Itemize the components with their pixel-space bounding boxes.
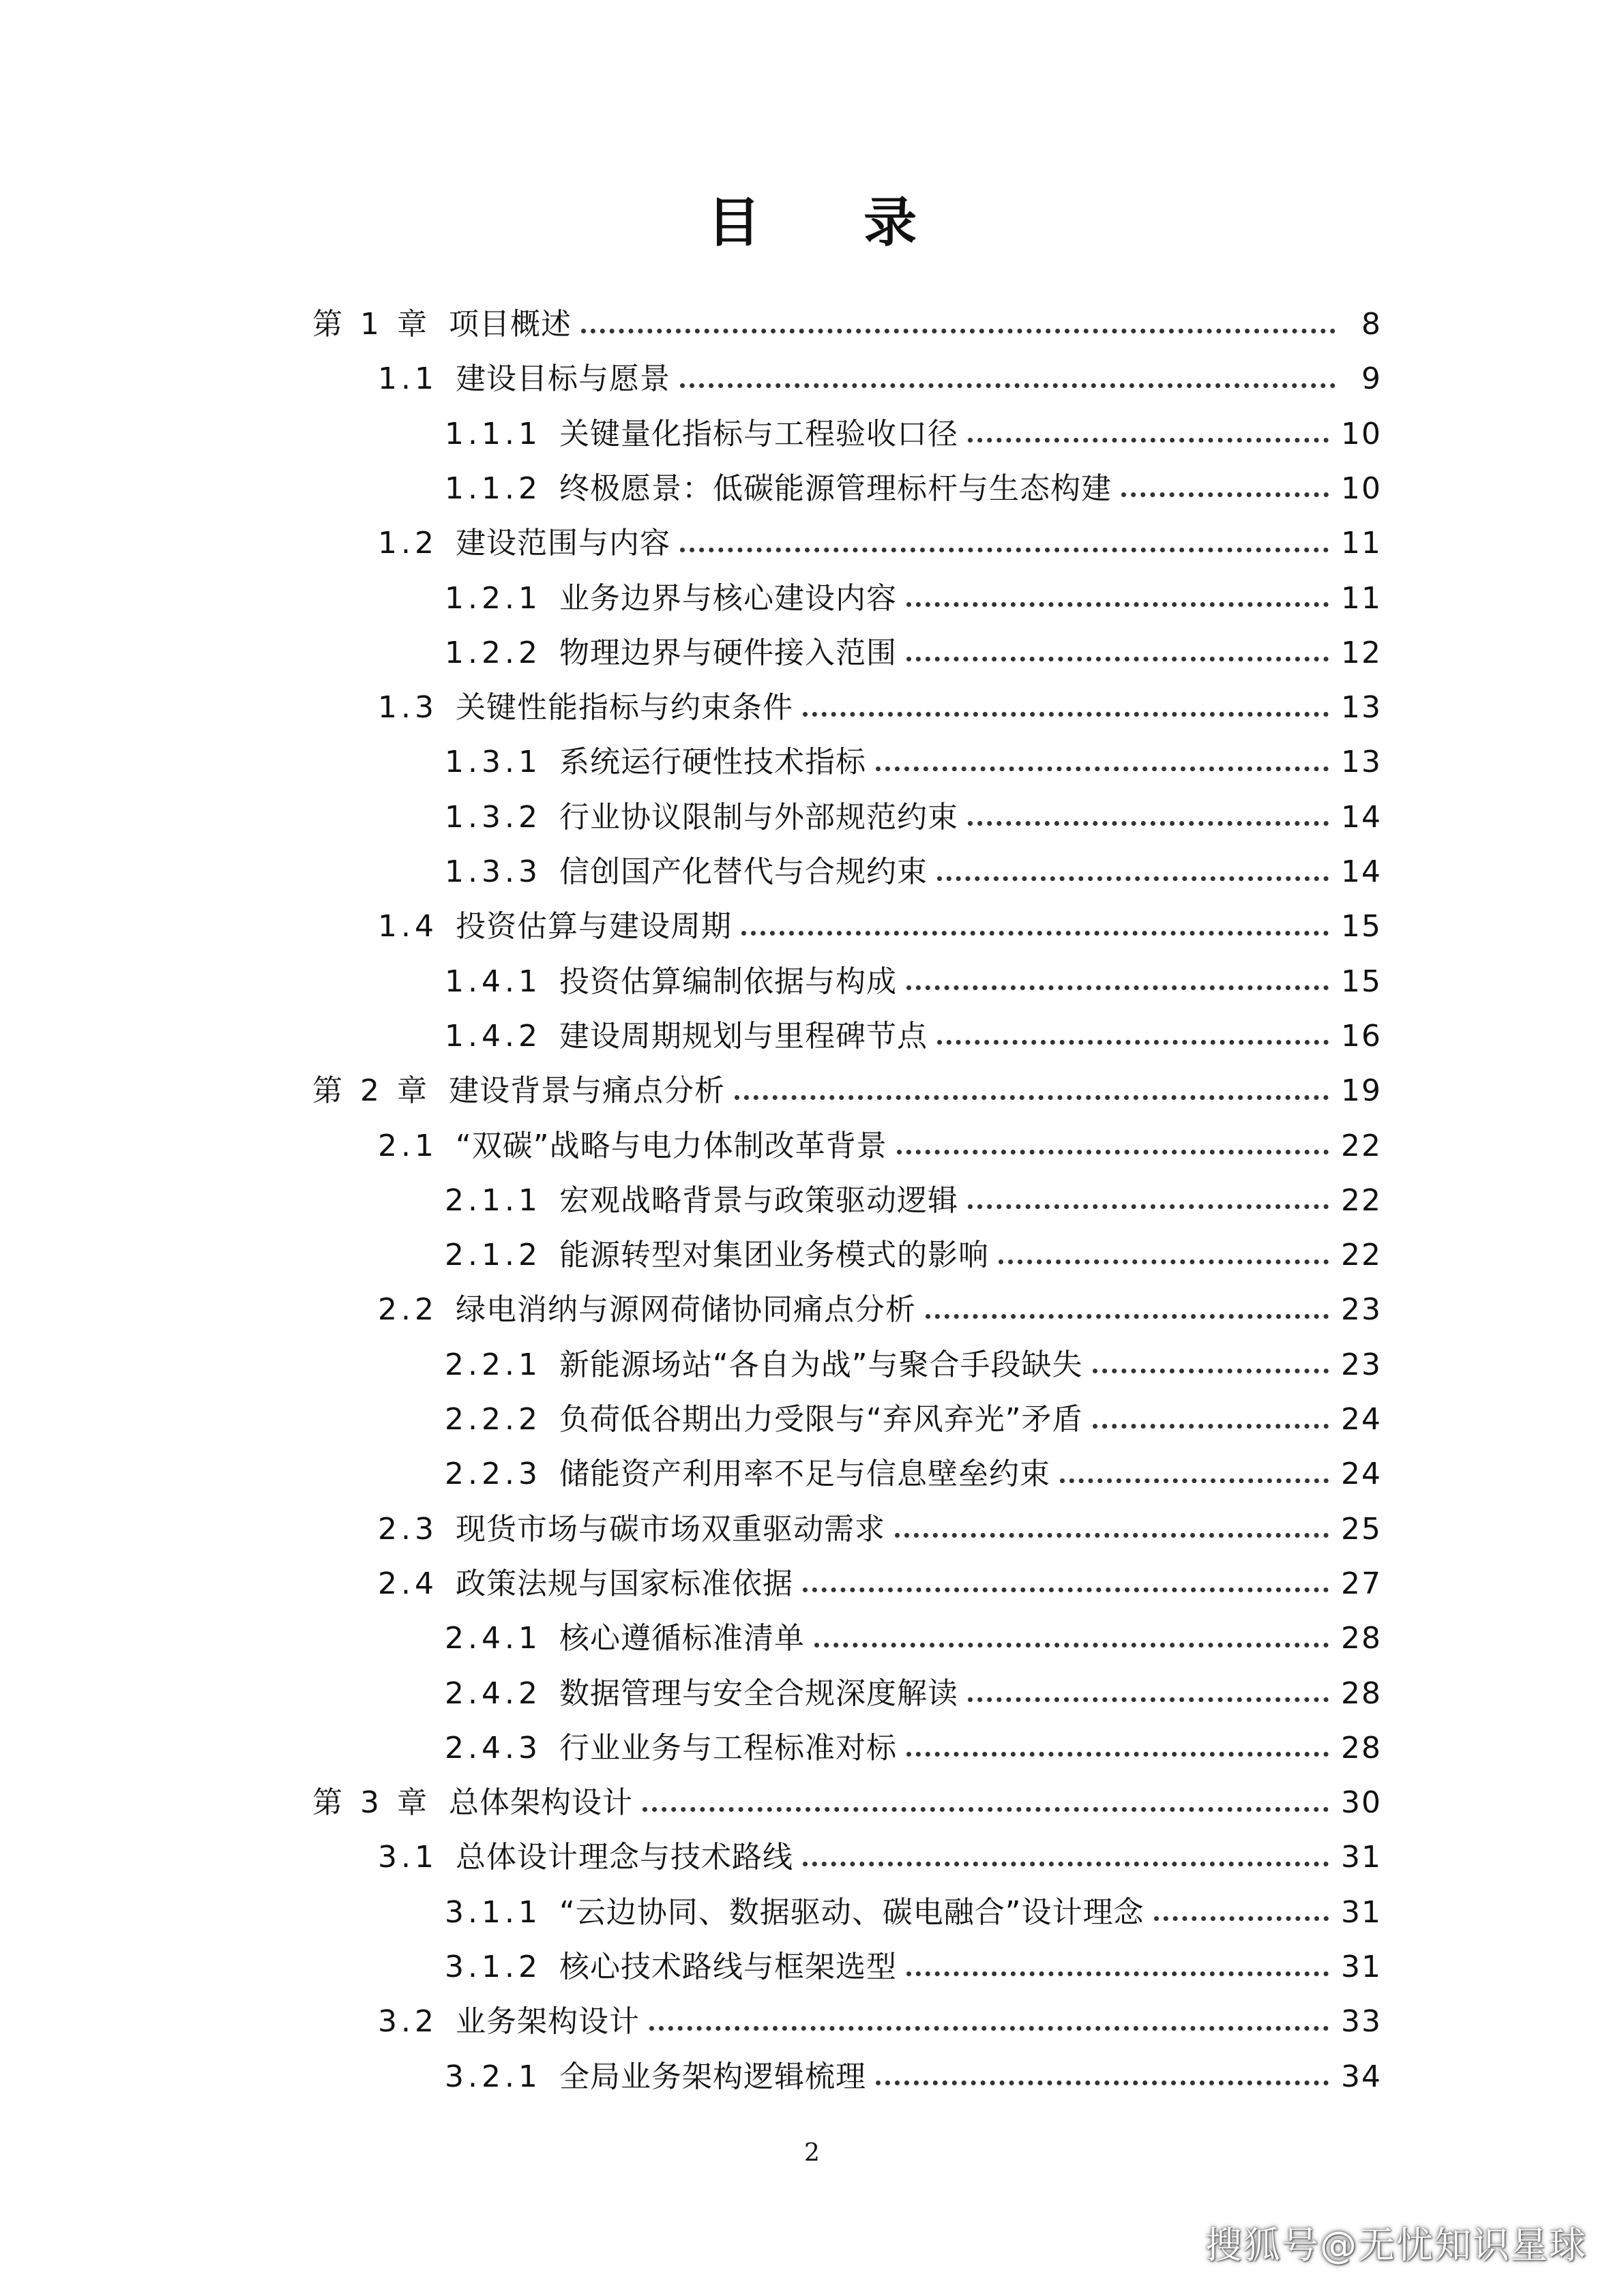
toc-entry-page: 34 bbox=[1341, 2059, 1382, 2094]
toc-entry-title: 关键性能指标与约束条件 bbox=[455, 690, 793, 726]
toc-entry-title: 宏观战略背景与政策驱动逻辑 bbox=[559, 1182, 958, 1218]
watermark-text: 搜狐号@无忧知识星球 bbox=[1205, 2224, 1587, 2267]
toc-dot-leader bbox=[803, 1862, 1329, 1866]
toc-entry-page: 22 bbox=[1341, 1238, 1382, 1273]
toc-entry-title: 总体设计理念与技术路线 bbox=[455, 1840, 793, 1875]
toc-dot-leader bbox=[937, 1040, 1329, 1045]
toc-dot-leader bbox=[1121, 492, 1329, 497]
toc-entry-title: 投资估算编制依据与构成 bbox=[559, 964, 897, 999]
toc-entry-title: 行业业务与工程标准对标 bbox=[559, 1730, 897, 1765]
toc-entry[interactable] bbox=[445, 1667, 1382, 1721]
toc-entry[interactable] bbox=[312, 297, 1382, 352]
toc-entry-number: 3.2.1 bbox=[445, 2059, 542, 2094]
toc-entry-number: 2.4.2 bbox=[445, 1675, 542, 1711]
toc-dot-leader bbox=[968, 1204, 1329, 1209]
toc-entry[interactable] bbox=[445, 1611, 1382, 1666]
toc-entry-page: 14 bbox=[1341, 799, 1382, 835]
toc-entry-title: 建设目标与愿景 bbox=[455, 361, 670, 397]
toc-entry[interactable] bbox=[378, 899, 1382, 954]
toc-entry-number: 第 2 章 bbox=[312, 1073, 431, 1109]
toc-entry-number: 1.3 bbox=[378, 690, 438, 726]
toc-entry-title: 信创国产化替代与合规约束 bbox=[559, 854, 928, 889]
toc-dot-leader bbox=[876, 2081, 1329, 2085]
toc-entry-page: 28 bbox=[1341, 1730, 1382, 1765]
toc-entry[interactable] bbox=[378, 1557, 1382, 1611]
toc-dot-leader bbox=[814, 1643, 1329, 1648]
toc-entry-number: 2.4.1 bbox=[445, 1621, 542, 1656]
toc-entry[interactable] bbox=[378, 352, 1382, 406]
toc-entry[interactable] bbox=[445, 790, 1382, 845]
toc-entry-page: 31 bbox=[1341, 1950, 1382, 1984]
toc-entry-page: 31 bbox=[1341, 1840, 1382, 1875]
toc-entry-number: 1.1 bbox=[378, 361, 438, 397]
toc-entry-page: 19 bbox=[1341, 1073, 1382, 1109]
toc-entry-number: 1.3.1 bbox=[445, 745, 542, 780]
toc-entry-number: 1.4 bbox=[378, 909, 438, 944]
toc-entry[interactable] bbox=[445, 462, 1382, 516]
toc-entry-page: 16 bbox=[1341, 1018, 1382, 1054]
toc-entry[interactable] bbox=[445, 1721, 1382, 1776]
toc-entry-number: 1.1.2 bbox=[445, 471, 542, 506]
toc-dot-leader bbox=[1093, 1369, 1329, 1373]
toc-entry[interactable] bbox=[378, 516, 1382, 571]
toc-entry-number: 1.3.2 bbox=[445, 799, 542, 835]
toc-entry-number: 3.1.2 bbox=[445, 1950, 542, 1984]
toc-dot-leader bbox=[895, 1533, 1329, 1538]
toc-entry-page: 27 bbox=[1341, 1566, 1382, 1601]
toc-entry-page: 22 bbox=[1341, 1182, 1382, 1218]
toc-entry-title: 能源转型对集团业务模式的影响 bbox=[559, 1238, 989, 1273]
toc-entry[interactable] bbox=[445, 1940, 1382, 1995]
toc-entry-title: 核心技术路线与框架选型 bbox=[559, 1950, 897, 1984]
toc-entry-page: 23 bbox=[1341, 1292, 1382, 1328]
toc-entry-title: 建设范围与内容 bbox=[455, 526, 670, 561]
toc-entry-number: 1.2.1 bbox=[445, 580, 542, 616]
toc-entry-page: 28 bbox=[1341, 1675, 1382, 1711]
toc-entry-title: “双碳”战略与电力体制改革背景 bbox=[455, 1128, 887, 1163]
toc-entry-title: 政策法规与国家标准依据 bbox=[455, 1566, 793, 1601]
toc-entry-title: 物理边界与硬件接入范围 bbox=[559, 635, 897, 670]
toc-entry-title: 绿电消纳与源网荷储协同痛点分析 bbox=[455, 1292, 916, 1328]
toc-entry-page: 8 bbox=[1361, 307, 1382, 342]
toc-entry-number: 2.4 bbox=[378, 1566, 438, 1601]
toc-entry[interactable] bbox=[445, 955, 1382, 1009]
toc-entry-title: 现货市场与碳市场双重驱动需求 bbox=[455, 1511, 885, 1547]
toc-dot-leader bbox=[968, 1697, 1329, 1702]
toc-entry-title: 新能源场站“各自为战”与聚合手段缺失 bbox=[559, 1347, 1083, 1382]
toc-entry-title: 业务架构设计 bbox=[455, 2004, 640, 2040]
toc-entry[interactable] bbox=[445, 1392, 1382, 1447]
toc-entry-page: 15 bbox=[1341, 909, 1382, 944]
toc-entry[interactable] bbox=[445, 735, 1382, 790]
toc-entry-title: 建设周期规划与里程碑节点 bbox=[559, 1018, 928, 1054]
toc-entry-title: 终极愿景：低碳能源管理标杆与生态构建 bbox=[559, 471, 1112, 506]
toc-entry-page: 25 bbox=[1341, 1511, 1382, 1547]
toc-dot-leader bbox=[906, 602, 1329, 607]
toc-entry-number: 2.1.1 bbox=[445, 1182, 542, 1218]
toc-dot-leader bbox=[649, 2026, 1329, 2031]
toc-dot-leader bbox=[1154, 1916, 1329, 1921]
toc-dot-leader bbox=[906, 1971, 1329, 1976]
toc-entry-title: 系统运行硬性技术指标 bbox=[559, 745, 866, 780]
toc-entry-page: 13 bbox=[1341, 745, 1382, 780]
toc-entry-page: 30 bbox=[1341, 1785, 1382, 1821]
toc-entry-number: 2.2.2 bbox=[445, 1402, 542, 1437]
toc-entry-number: 1.2 bbox=[378, 526, 438, 561]
toc-dot-leader bbox=[999, 1259, 1329, 1264]
toc-entry-page: 33 bbox=[1341, 2004, 1382, 2040]
toc-entry-number: 1.4.1 bbox=[445, 964, 542, 999]
toc-entry[interactable] bbox=[378, 681, 1382, 735]
toc-entry[interactable] bbox=[445, 1447, 1382, 1502]
toc-dot-leader bbox=[581, 329, 1335, 333]
toc-entry-title: “云边协同、数据驱动、碳电融合”设计理念 bbox=[559, 1894, 1145, 1930]
toc-dot-leader bbox=[968, 438, 1329, 443]
toc-entry-number: 1.3.3 bbox=[445, 854, 542, 889]
toc-entry-number: 1.4.2 bbox=[445, 1018, 542, 1054]
toc-entry-page: 24 bbox=[1341, 1402, 1382, 1437]
toc-entry-number: 2.1 bbox=[378, 1128, 438, 1163]
toc-entry-title: 项目概述 bbox=[448, 307, 572, 342]
toc-entry-number: 1.1.1 bbox=[445, 416, 542, 451]
toc-dot-leader bbox=[906, 985, 1329, 990]
toc-entry[interactable] bbox=[445, 626, 1382, 681]
toc-entry-title: 总体架构设计 bbox=[448, 1785, 633, 1821]
toc-dot-leader bbox=[876, 766, 1329, 771]
toc-entry-number: 2.2.3 bbox=[445, 1457, 542, 1492]
toc-entry-title: 全局业务架构逻辑梳理 bbox=[559, 2059, 866, 2094]
toc-entry[interactable] bbox=[445, 1338, 1382, 1392]
toc-dot-leader bbox=[643, 1807, 1329, 1812]
toc-dot-leader bbox=[680, 548, 1329, 552]
toc-entry-number: 3.2 bbox=[378, 2004, 438, 2040]
toc-entry[interactable] bbox=[445, 407, 1382, 462]
toc-entry[interactable] bbox=[378, 1283, 1382, 1337]
toc-entry[interactable] bbox=[445, 1885, 1382, 1940]
toc-entry[interactable] bbox=[445, 1228, 1382, 1283]
toc-entry-page: 9 bbox=[1361, 361, 1382, 397]
toc-entry-number: 第 1 章 bbox=[312, 307, 431, 342]
toc-entry-page: 11 bbox=[1341, 580, 1382, 616]
toc-entry[interactable] bbox=[445, 571, 1382, 626]
toc-entry[interactable] bbox=[378, 1830, 1382, 1885]
toc-entry-number: 2.2.1 bbox=[445, 1347, 542, 1382]
toc-dot-leader bbox=[741, 931, 1329, 936]
toc-entry[interactable] bbox=[312, 1064, 1382, 1118]
toc-entry[interactable] bbox=[445, 845, 1382, 899]
toc-dot-leader bbox=[680, 383, 1335, 388]
toc-entry-number: 3.1 bbox=[378, 1840, 438, 1875]
toc-entry-number: 第 3 章 bbox=[312, 1785, 431, 1821]
toc-dot-leader bbox=[735, 1095, 1329, 1100]
toc-entry-title: 投资估算与建设周期 bbox=[455, 909, 732, 944]
toc-entry-page: 12 bbox=[1341, 635, 1382, 670]
toc-entry[interactable] bbox=[312, 1776, 1382, 1830]
toc-entry-title: 数据管理与安全合规深度解读 bbox=[559, 1675, 958, 1711]
toc-entry[interactable] bbox=[378, 1995, 1382, 2049]
toc-entry-title: 业务边界与核心建设内容 bbox=[559, 580, 897, 616]
toc-entry-title: 负荷低谷期出力受限与“弃风弃光”矛盾 bbox=[559, 1402, 1083, 1437]
toc-dot-leader bbox=[897, 1150, 1329, 1154]
toc-entry-title: 建设背景与痛点分析 bbox=[448, 1073, 725, 1109]
toc-entry-page: 23 bbox=[1341, 1347, 1382, 1382]
toc-entry-number: 2.3 bbox=[378, 1511, 438, 1547]
toc-entry-page: 22 bbox=[1341, 1128, 1382, 1163]
toc-dot-leader bbox=[803, 712, 1329, 717]
toc-entry[interactable] bbox=[378, 1502, 1382, 1557]
toc-entry[interactable] bbox=[445, 2050, 1382, 2104]
toc-entry-page: 10 bbox=[1341, 416, 1382, 451]
toc-entry[interactable] bbox=[378, 1119, 1382, 1174]
toc-entry-page: 13 bbox=[1341, 690, 1382, 726]
toc-entry[interactable] bbox=[445, 1009, 1382, 1064]
page-title: 目 录 bbox=[707, 192, 960, 254]
toc-entry-title: 核心遵循标准清单 bbox=[559, 1621, 805, 1656]
toc-entry-number: 2.4.3 bbox=[445, 1730, 542, 1765]
toc-entry-page: 31 bbox=[1341, 1894, 1382, 1930]
toc-entry-page: 24 bbox=[1341, 1457, 1382, 1492]
toc-entry-number: 1.2.2 bbox=[445, 635, 542, 670]
toc-dot-leader bbox=[1093, 1424, 1329, 1429]
toc-dot-leader bbox=[906, 657, 1329, 661]
toc-dot-leader bbox=[968, 821, 1329, 826]
toc-entry-title: 储能资产利用率不足与信息壁垒约束 bbox=[559, 1457, 1050, 1492]
toc-dot-leader bbox=[906, 1752, 1329, 1757]
toc-entry[interactable] bbox=[445, 1174, 1382, 1228]
toc-entry-number: 3.1.1 bbox=[445, 1894, 542, 1930]
toc-dot-leader bbox=[937, 876, 1329, 881]
page-number: 2 bbox=[804, 2139, 820, 2167]
toc-entry-title: 关键量化指标与工程验收口径 bbox=[559, 416, 958, 451]
toc-dot-leader bbox=[926, 1314, 1329, 1319]
toc-entry-number: 2.1.2 bbox=[445, 1238, 542, 1273]
toc-dot-leader bbox=[803, 1587, 1329, 1592]
toc-entry-page: 10 bbox=[1341, 471, 1382, 506]
toc-entry-page: 28 bbox=[1341, 1621, 1382, 1656]
toc-entry-page: 15 bbox=[1341, 964, 1382, 999]
toc-entry-number: 2.2 bbox=[378, 1292, 438, 1328]
toc-entry-page: 14 bbox=[1341, 854, 1382, 889]
toc-entry-page: 11 bbox=[1341, 526, 1382, 561]
toc-entry-title: 行业协议限制与外部规范约束 bbox=[559, 799, 958, 835]
toc-dot-leader bbox=[1060, 1478, 1329, 1483]
